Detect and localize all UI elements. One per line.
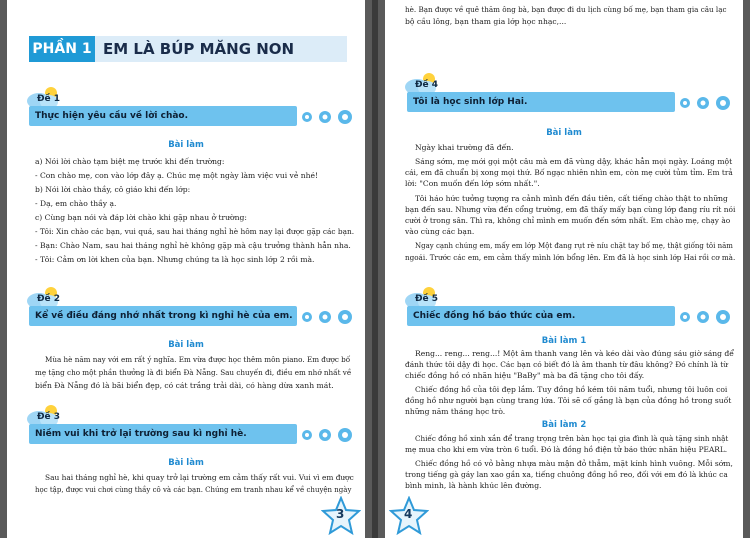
text-line: Tôi háo hức tưởng tượng ra cảnh mình đến đầu tiên, cất tiếng chào thật to những — [415, 194, 728, 203]
text-line: Chiếc đồng hồ xinh xắn để trang trọng trên bàn học tại gia đình là quà tặng sinh nhật — [415, 434, 729, 443]
text-line: học tập, được vui chơi cùng thầy cô và các bạn. Chúng em tranh nhau kể về chuyện ngày — [35, 486, 352, 494]
flower-decoration-icon — [675, 93, 735, 113]
topic-title-bar — [29, 424, 297, 444]
section-heading: Bài làm 2 — [541, 420, 587, 430]
section-heading: Bài làm — [168, 340, 204, 350]
left-page — [7, 0, 365, 538]
topic-de-2 — [25, 284, 355, 334]
part-banner — [29, 36, 347, 62]
text-line: Chiếc đồng hồ có vỏ bằng nhựa màu mận đỏ thẫm, mặt kính hình vuông. Mỗi sớm, — [415, 459, 733, 468]
text-line: Ngay cạnh chúng em, mấy em lớp Một đang rụt rè níu chặt tay bố mẹ, thật giống tôi năm — [415, 242, 733, 250]
book-spine — [372, 0, 378, 538]
text-line: bình minh, là hành khúc lên đường. — [405, 481, 542, 490]
text-line: ngoái. Trước các em, em cảm thấy mình lớn bổng lên. Em đã là học sinh lớp Hai rồi cơ mà. — [405, 253, 736, 262]
text-line: mẹ mua cho khi em vừa tròn 6 tuổi. Đó là đồng hồ điện tử báo thức nhãn hiệu PEARL. — [405, 445, 728, 454]
page-number: 4 — [404, 507, 413, 521]
topic-title: Tôi là học sinh lớp Hai. — [413, 97, 528, 107]
topic-title-bar — [29, 106, 297, 126]
text-line: - Tôi: Xin chào các bạn, vui quá, sau hai tháng nghỉ hè hôm nay lại được gặp các bạn. — [35, 227, 355, 236]
text-line: - Bạn: Chào Nam, sau hai tháng nghỉ hè không gặp mà cậu trưởng thành hẳn nha. — [35, 241, 351, 250]
topic-title-bar — [407, 306, 675, 326]
flower-decoration-icon — [297, 307, 357, 327]
text-line: - Tôi: Cảm ơn lời khen của bạn. Nhưng chúng ta là học sinh lớp 2 rồi mà. — [35, 255, 315, 264]
text-line: vào cùng các bạn. — [405, 227, 475, 236]
topic-label: Đề 3 — [37, 412, 61, 422]
topic-title: Kể về điều đáng nhớ nhất trong kì nghỉ hè của em. — [35, 311, 293, 321]
text-line: cái, em đã chuẩn bị xong mọi thứ. Bố ngạc nhiên nhìn em, còn mẹ cười tủm tỉm. Em trả — [405, 168, 733, 177]
topic-de-4 — [403, 70, 733, 120]
topic-label: Đề 2 — [37, 294, 61, 304]
text-line: - Con chào mẹ, con vào lớp đây ạ. Chúc mẹ một ngày làm việc vui vẻ nhé! — [35, 171, 319, 180]
topic-label: Đề 1 — [37, 94, 61, 104]
text-line: Sáng sớm, mẹ mới gọi một câu mà em đã vùng dậy, khác hẳn mọi ngày. Loáng một — [415, 157, 733, 166]
text-line: - Dạ, em chào thầy ạ. — [35, 199, 117, 208]
flower-decoration-icon — [297, 425, 357, 445]
text-line: biển Đà Nẵng đó là bãi biển đẹp, có cát trắng trải dài, có hàng dừa xanh mát. — [35, 381, 334, 390]
part-label: PHẦN 1 — [29, 36, 95, 62]
flower-decoration-icon — [297, 107, 357, 127]
topic-de-5 — [403, 284, 733, 334]
text-line: chiếc đồng hồ có nhãn hiệu "BaBy" mà ba đã tặng cho tôi đấy. — [405, 371, 645, 380]
text-line: lời: "Con muốn đến lớp sớm nhất.". — [405, 179, 540, 188]
text-line: cười ở trong sân. Thì ra, không chỉ mình em muốn đến sớm nhất. Em chào mẹ, chạy ào — [405, 216, 731, 225]
text-line: Mùa hè năm nay với em rất ý nghĩa. Em vừa được học thêm môn piano. Em được bố — [45, 355, 351, 364]
topic-de-1 — [25, 84, 355, 134]
text-line: trong tiếng gà gáy lan xao gần xa, tiếng chuông đồng hồ reo, đối với em đó là khúc ca — [405, 470, 728, 479]
text-line: đồng hồ như người bạn cùng trang lứa. Tôi sẽ cố gắng là bạn của đồng hồ trong suốt — [405, 396, 732, 405]
topic-title-bar — [29, 306, 297, 326]
text-line: bạn đến sau. Nhưng vừa đến cổng trường, em đã thấy mấy bạn cùng lớp đang ríu rít nói — [405, 205, 736, 214]
text-line: Chiếc đồng hồ của tôi đẹp lắm. Tuy đồng hồ kém tôi năm tuổi, nhưng tôi luôn coi — [415, 385, 728, 394]
topic-title: Chiếc đồng hồ báo thức của em. — [413, 311, 576, 321]
text-line: mẹ tặng cho một phần thưởng là đi biển Đà Nẵng. Sau chuyến đi, điều em nhớ nhất về — [35, 368, 352, 377]
text-line: bộ cầu lông, bạn tham gia lớp học nhạc,... — [405, 17, 567, 26]
topic-title: Niềm vui khi trở lại trường sau kì nghỉ hè. — [35, 429, 247, 439]
topic-label: Đề 4 — [415, 80, 439, 90]
flower-decoration-icon — [675, 307, 735, 327]
text-line: hè. Bạn được về quê thăm ông bà, bạn được đi du lịch cùng bố mẹ, bạn tham gia câu lạc — [405, 5, 727, 14]
text-line: Sau hai tháng nghỉ hè, khi quay trở lại trường em cảm thấy rất vui. Vui vì em được — [45, 473, 354, 482]
section-heading: Bài làm 1 — [541, 336, 587, 346]
text-line: đánh thức tôi dậy đi học. Các bạn có biết đó là âm thanh từ đâu không? Đó chính là từ — [405, 360, 728, 369]
text-line: Reng... reng... reng...! Một âm thanh vang lên và kéo dài vào đúng sáu giờ sáng để — [415, 349, 734, 358]
topic-label: Đề 5 — [415, 294, 439, 304]
section-heading: Bài làm — [546, 128, 582, 138]
text-line: Ngày khai trường đã đến. — [415, 143, 514, 152]
topic-de-3 — [25, 402, 355, 452]
page-number: 3 — [336, 507, 345, 521]
text-line: những năm tháng học trò. — [405, 407, 506, 416]
text-line: a) Nói lời chào tạm biệt mẹ trước khi đến trường: — [35, 157, 225, 166]
part-title: EM LÀ BÚP MĂNG NON — [103, 40, 295, 58]
section-heading: Bài làm — [168, 140, 204, 150]
text-line: c) Cùng bạn nói và đáp lời chào khi gặp nhau ở trường: — [35, 213, 247, 222]
text-line: b) Nói lời chào thầy, cô giáo khi đến lớp: — [35, 185, 191, 194]
right-page — [385, 0, 743, 538]
topic-title: Thực hiện yêu cầu về lời chào. — [35, 111, 189, 121]
section-heading: Bài làm — [168, 458, 204, 468]
topic-title-bar — [407, 92, 675, 112]
